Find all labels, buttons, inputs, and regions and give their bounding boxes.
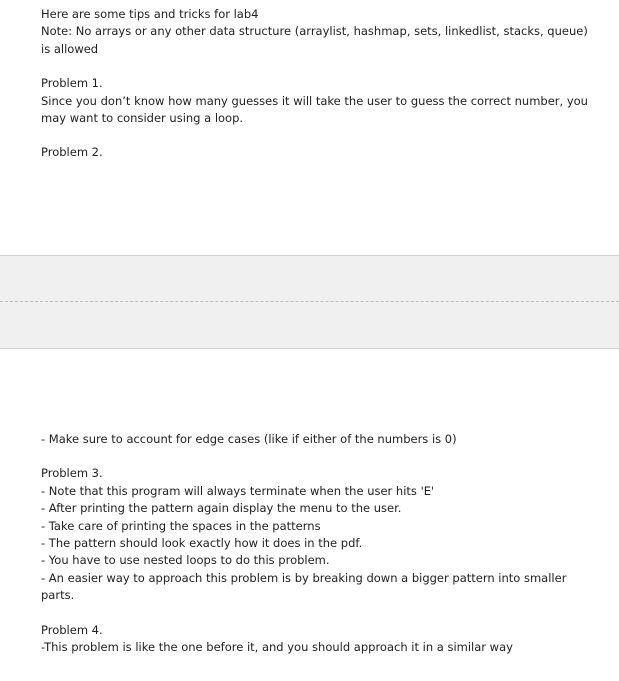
problem3-item[interactable]: parts.	[41, 588, 75, 603]
page2-content	[41, 431, 589, 656]
problem4-text[interactable]: -This problem is like the one before it, and you should approach it in a similar way	[41, 640, 513, 655]
problem3-heading[interactable]: Problem 3.	[41, 466, 103, 481]
intro-note-line1[interactable]: Note: No arrays or any other data structure (arraylist, hashmap, sets, linkedlist, stacks, queue)	[41, 24, 588, 39]
paragraph-gap	[41, 605, 589, 622]
problem3-item[interactable]: - Note that this program will always terminate when the user hits 'E'	[41, 483, 435, 498]
problem1-heading[interactable]: Problem 1.	[41, 76, 103, 91]
problem2-note[interactable]: - Make sure to account for edge cases (like if either of the numbers is 0)	[41, 432, 457, 446]
problem3-item[interactable]: - Take care of printing the spaces in the patterns	[41, 518, 321, 533]
page-break-dashed-line	[0, 301, 619, 302]
problem3-item[interactable]: - An easier way to approach this problem is by breaking down a bigger pattern into smaller	[41, 570, 567, 585]
problem1-text-line2[interactable]: may want to consider using a loop.	[41, 111, 244, 126]
problem2-heading[interactable]: Problem 2.	[41, 145, 103, 160]
problem3-item[interactable]: - You have to use nested loops to do this problem.	[41, 553, 330, 568]
intro-title[interactable]: Here are some tips and tricks for lab4	[41, 7, 259, 21]
paragraph-gap	[41, 127, 589, 144]
page1-content	[41, 6, 589, 162]
problem3-item[interactable]: - The pattern should look exactly how it does in the pdf.	[41, 536, 363, 551]
paragraph-gap	[41, 448, 589, 465]
problem4-heading[interactable]: Problem 4.	[41, 622, 103, 637]
intro-note-line2[interactable]: is allowed	[41, 41, 99, 56]
paragraph-gap	[41, 58, 589, 75]
page-break-separator	[0, 255, 619, 349]
problem3-item[interactable]: - After printing the pattern again display the menu to the user.	[41, 501, 402, 516]
problem1-text-line1[interactable]: Since you don’t know how many guesses it will take the user to guess the correct number, you	[41, 93, 588, 108]
